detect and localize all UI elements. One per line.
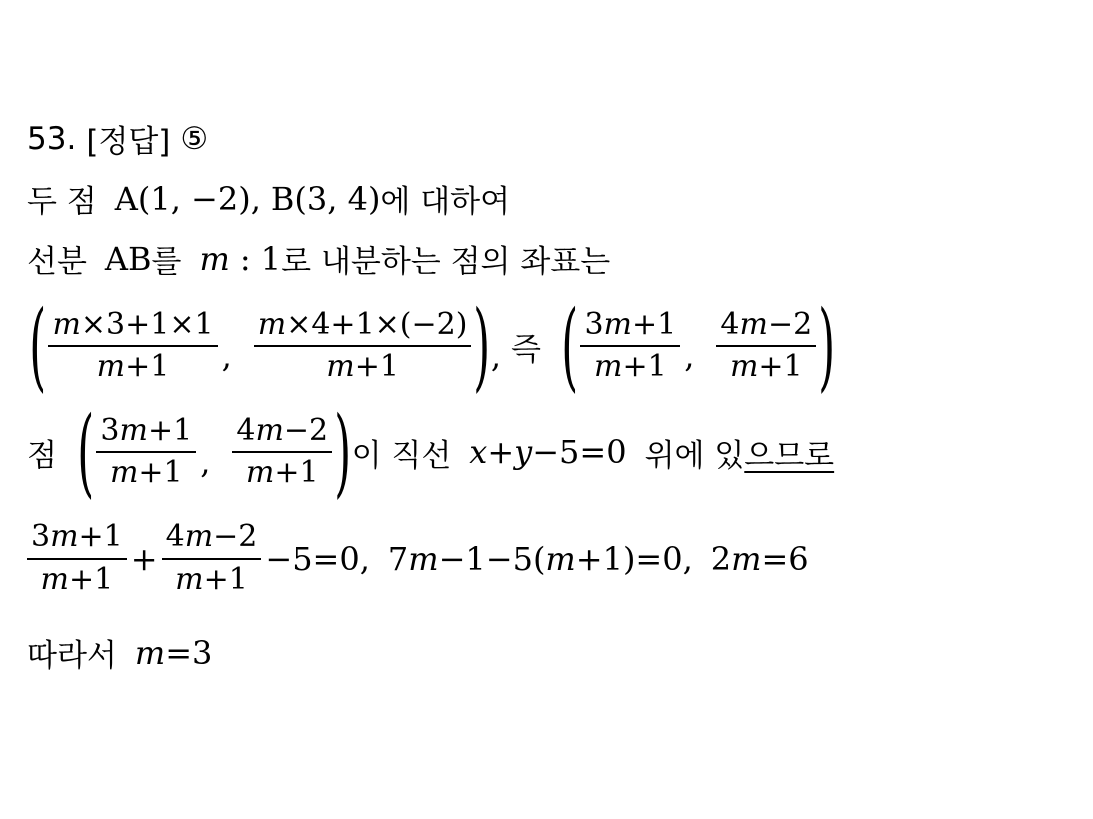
text-on-line: 이 직선	[351, 437, 452, 474]
text-therefore: 으므로	[744, 437, 835, 474]
plus-sign: +	[130, 539, 158, 578]
answer-value: =3	[165, 633, 213, 672]
answer-tag: [정답]	[86, 124, 171, 160]
point-b: B(3, 4)	[270, 179, 381, 218]
answer-header	[27, 116, 208, 161]
text-about: 에 대하여	[380, 184, 511, 220]
comma: ,	[221, 337, 232, 375]
close-paren: )	[334, 396, 352, 508]
text-reul: 를	[151, 244, 182, 280]
fraction-x-simplified: $\frac{3m+1}{m+1}$	[27, 520, 127, 597]
open-paren: (	[561, 290, 579, 402]
fraction-y-simplified: $\frac{4m-2}{m+1}$	[716, 308, 816, 385]
equation-line	[27, 520, 809, 597]
answer-choice: ⑤	[180, 120, 209, 157]
question-number: 53.	[27, 120, 77, 157]
conclusion-line	[27, 630, 212, 675]
points-line	[27, 176, 510, 221]
text-namely: 즉	[511, 331, 541, 368]
coordinate-formula-line	[27, 290, 846, 402]
fraction-y-simplified: $\frac{4m-2}{m+1}$	[232, 414, 332, 491]
text-lies-on: 위에 있	[644, 437, 745, 474]
fraction-x-simplified: $\frac{3m+1}{m+1}$	[580, 308, 680, 385]
segment-ab: AB	[104, 239, 152, 278]
fraction-x-simplified: $\frac{3m+1}{m+1}$	[96, 414, 196, 491]
line-equation: x+y−5=0	[469, 433, 627, 471]
var-m: m	[199, 239, 230, 278]
comma: ,	[490, 337, 502, 375]
point-on-line-statement	[27, 396, 835, 508]
text-segment: 선분	[27, 244, 87, 280]
ratio: : 1	[239, 239, 282, 278]
close-paren: )	[473, 290, 491, 402]
open-paren: (	[77, 396, 95, 508]
division-line	[27, 236, 610, 281]
close-paren: )	[818, 290, 836, 402]
equation-expanded: 7m−1−5(m+1)=0,	[387, 539, 693, 578]
text-two-points: 두 점	[27, 184, 97, 220]
fraction-y-coordinate: $\frac{m\times 4+1\times(-2)}{m+1}$	[254, 308, 472, 385]
text-therefore-conclusion: 따라서	[27, 638, 117, 674]
text-point: 점	[27, 437, 57, 474]
fraction-x-coordinate: $\frac{m\times 3+1\times 1}{m+1}$	[48, 308, 217, 385]
text-internal-division: 로 내분하는 점의 좌표는	[281, 244, 611, 280]
comma: ,	[200, 443, 211, 481]
var-m: m	[134, 633, 166, 672]
equation-simplified: 2m=6	[710, 539, 809, 578]
equation-rest: −5=0,	[265, 539, 370, 578]
comma: ,	[684, 337, 695, 375]
fraction-y-simplified: $\frac{4m-2}{m+1}$	[162, 520, 262, 597]
open-paren: (	[29, 290, 47, 402]
point-a: A(1, −2),	[114, 179, 261, 218]
